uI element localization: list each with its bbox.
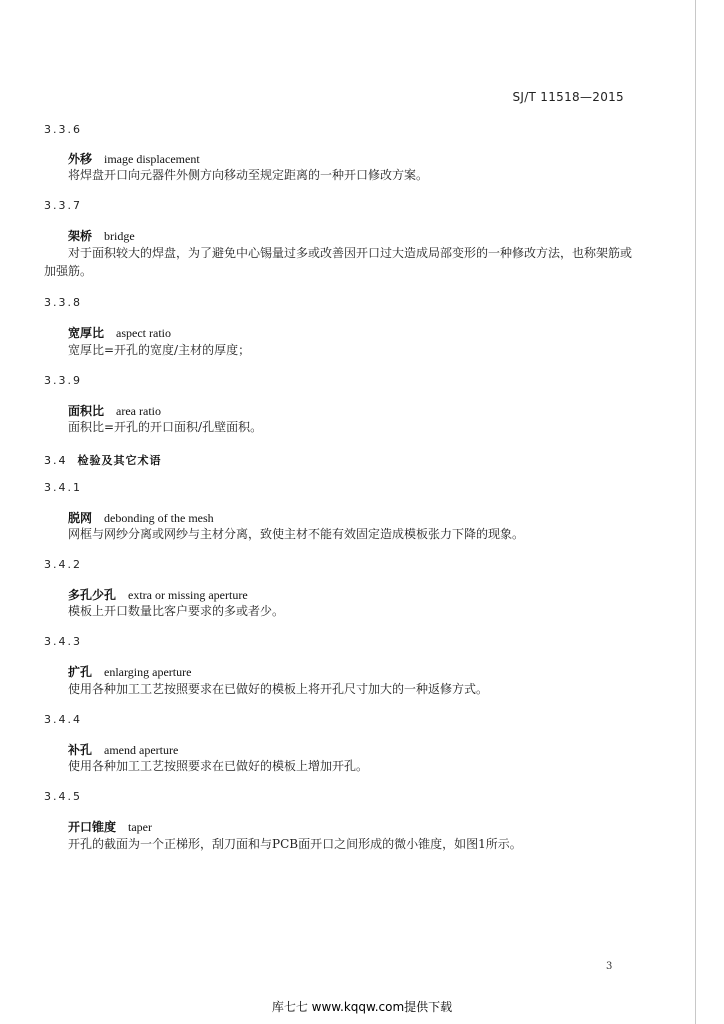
- term-heading: [68, 586, 248, 603]
- term-english: aspect ratio: [116, 326, 171, 340]
- term-heading: [68, 324, 171, 341]
- term-heading: [68, 663, 191, 680]
- term-definition: 对于面积较大的焊盘，为了避免中心锡量过多或改善因开口过大造成局部变形的一种修改方法，也称架筋或加强筋。: [44, 246, 633, 278]
- section-title: 检验及其它术语: [77, 454, 162, 467]
- term-heading: [68, 741, 178, 758]
- term-chinese: 宽厚比: [68, 326, 105, 340]
- term-chinese: 脱网: [68, 511, 93, 525]
- section-heading: [44, 452, 162, 468]
- standard-code-header: SJ/T 11518—2015: [512, 90, 624, 104]
- term-heading: [68, 227, 135, 244]
- section-number: 3.4: [44, 454, 68, 467]
- term-english: enlarging aperture: [104, 665, 192, 679]
- term-definition: 使用各种加工工艺按照要求在已做好的模板上增加开孔。: [68, 759, 369, 773]
- term-chinese: 开口锥度: [68, 820, 117, 834]
- term-chinese: 外移: [68, 152, 93, 166]
- term-english: amend aperture: [104, 743, 179, 757]
- page-edge-line: [695, 0, 696, 1024]
- term-definition: 网框与网纱分离或网纱与主材分离，致使主材不能有效固定造成模板张力下降的现象。: [68, 527, 525, 541]
- term-chinese: 面积比: [68, 404, 105, 418]
- clause-number: 3.3.8: [44, 296, 82, 309]
- term-definition: 将焊盘开口向元器件外侧方向移动至规定距离的一种开口修改方案。: [68, 168, 429, 182]
- clause-number: 3.4.3: [44, 635, 82, 648]
- term-english: bridge: [104, 229, 135, 243]
- term-chinese: 补孔: [68, 743, 93, 757]
- term-chinese: 多孔少孔: [68, 588, 117, 602]
- clause-number: 3.3.6: [44, 123, 82, 136]
- term-chinese: 架桥: [68, 229, 93, 243]
- term-heading: [68, 509, 214, 526]
- term-definition: 宽厚比=开孔的宽度/主材的厚度；: [68, 343, 251, 357]
- term-english: debonding of the mesh: [104, 511, 214, 525]
- clause-number: 3.3.7: [44, 199, 82, 212]
- clause-number: 3.4.4: [44, 713, 82, 726]
- term-heading: [68, 402, 161, 419]
- clause-number: 3.3.9: [44, 374, 82, 387]
- term-english: area ratio: [116, 404, 161, 418]
- clause-number: 3.4.5: [44, 790, 82, 803]
- clause-number: 3.4.1: [44, 481, 82, 494]
- term-chinese: 扩孔: [68, 665, 93, 679]
- download-footer: 库七七 www.kqqw.com提供下载: [271, 1000, 453, 1014]
- term-definition: 模板上开口数量比客户要求的多或者少。: [68, 604, 285, 618]
- term-english: image displacement: [104, 152, 200, 166]
- term-heading: [68, 150, 200, 167]
- term-english: extra or missing aperture: [128, 588, 248, 602]
- term-heading: [68, 818, 152, 835]
- term-english: taper: [128, 820, 152, 834]
- term-definition: 面积比=开孔的开口面积/孔壁面积。: [68, 420, 263, 434]
- clause-number: 3.4.2: [44, 558, 82, 571]
- page-number: 3: [606, 961, 613, 972]
- term-definition: 开孔的截面为一个正梯形，刮刀面和与PCB面开口之间形成的微小锥度，如图1所示。: [68, 837, 522, 851]
- term-definition: 使用各种加工工艺按照要求在已做好的模板上将开孔尺寸加大的一种返修方式。: [68, 682, 489, 696]
